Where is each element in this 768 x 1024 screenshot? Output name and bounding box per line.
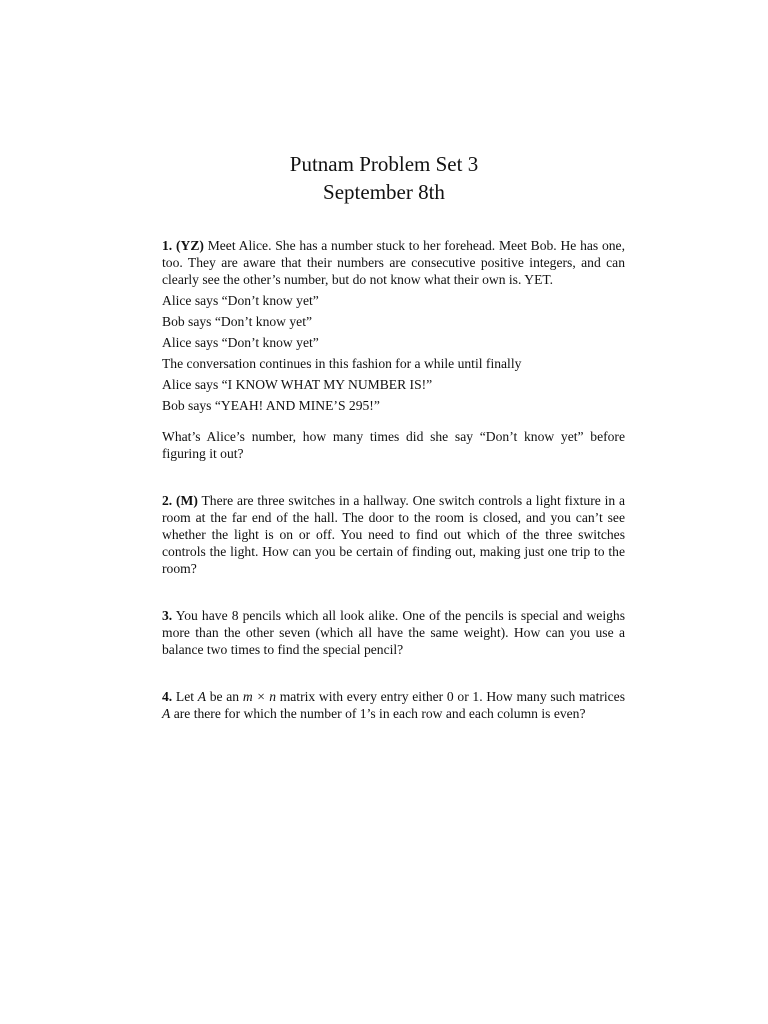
math-variable: A xyxy=(162,706,171,721)
problem-3 xyxy=(162,607,625,658)
dialogue-line: Alice says “Don’t know yet” xyxy=(162,335,319,350)
problem-number: 3. xyxy=(162,608,173,623)
problem-number: 2. xyxy=(162,493,173,508)
problem-1-question: What’s Alice’s number, how many times did she say “Don’t know yet” before figuring it out? xyxy=(162,429,625,461)
title-block xyxy=(0,150,768,206)
problem-text-part: be an xyxy=(206,689,243,704)
problem-tag: (YZ) xyxy=(175,238,204,253)
problem-number: 1. xyxy=(162,238,173,253)
title-line-1: Putnam Problem Set 3 xyxy=(289,152,479,176)
problem-text-part: Let xyxy=(175,689,198,704)
dialogue-line: Alice says “I KNOW WHAT MY NUMBER IS!” xyxy=(162,377,433,392)
problem-text: Meet Alice. She has a number stuck to her forehead. Meet Bob. He has one, too. They are aware that their numbers are consecutive positive integers, and can clearly see the other’s number, but do not know what their own is. YET. xyxy=(162,238,625,287)
problem-2 xyxy=(162,492,625,577)
problem-text: You have 8 pencils which all look alike. One of the pencils is special and weighs more than the other seven (which all have the same weight). How can you use a balance two times to find the special pencil? xyxy=(162,608,625,657)
problem-4 xyxy=(162,688,625,722)
math-expression: m × n xyxy=(242,689,276,704)
problem-number: 4. xyxy=(162,689,173,704)
problem-list xyxy=(162,237,625,722)
problem-tag: (M) xyxy=(176,493,198,508)
dialogue-line: Alice says “Don’t know yet” xyxy=(162,293,319,308)
problem-text: There are three switches in a hallway. One switch controls a light fixture in a room at the far end of the hall. The door to the room is closed, and you can’t see whether the light is on or off. You need to find out which of the three switches controls the light. How can you be certain of finding out, making just one trip to the room? xyxy=(162,493,625,576)
problem-1 xyxy=(162,237,625,288)
math-variable: A xyxy=(197,689,207,704)
dialogue-line: The conversation continues in this fashion for a while until finally xyxy=(162,356,522,371)
problem-text-part: are there for which the number of 1’s in each row and each column is even? xyxy=(170,706,586,721)
dialogue-line: Bob says “YEAH! AND MINE’S 295!” xyxy=(162,398,380,413)
title-line-2: September 8th xyxy=(323,180,445,204)
problem-text-part: matrix with every entry either 0 or 1. How many such matrices xyxy=(276,689,626,704)
dialogue-line: Bob says “Don’t know yet” xyxy=(162,314,313,329)
